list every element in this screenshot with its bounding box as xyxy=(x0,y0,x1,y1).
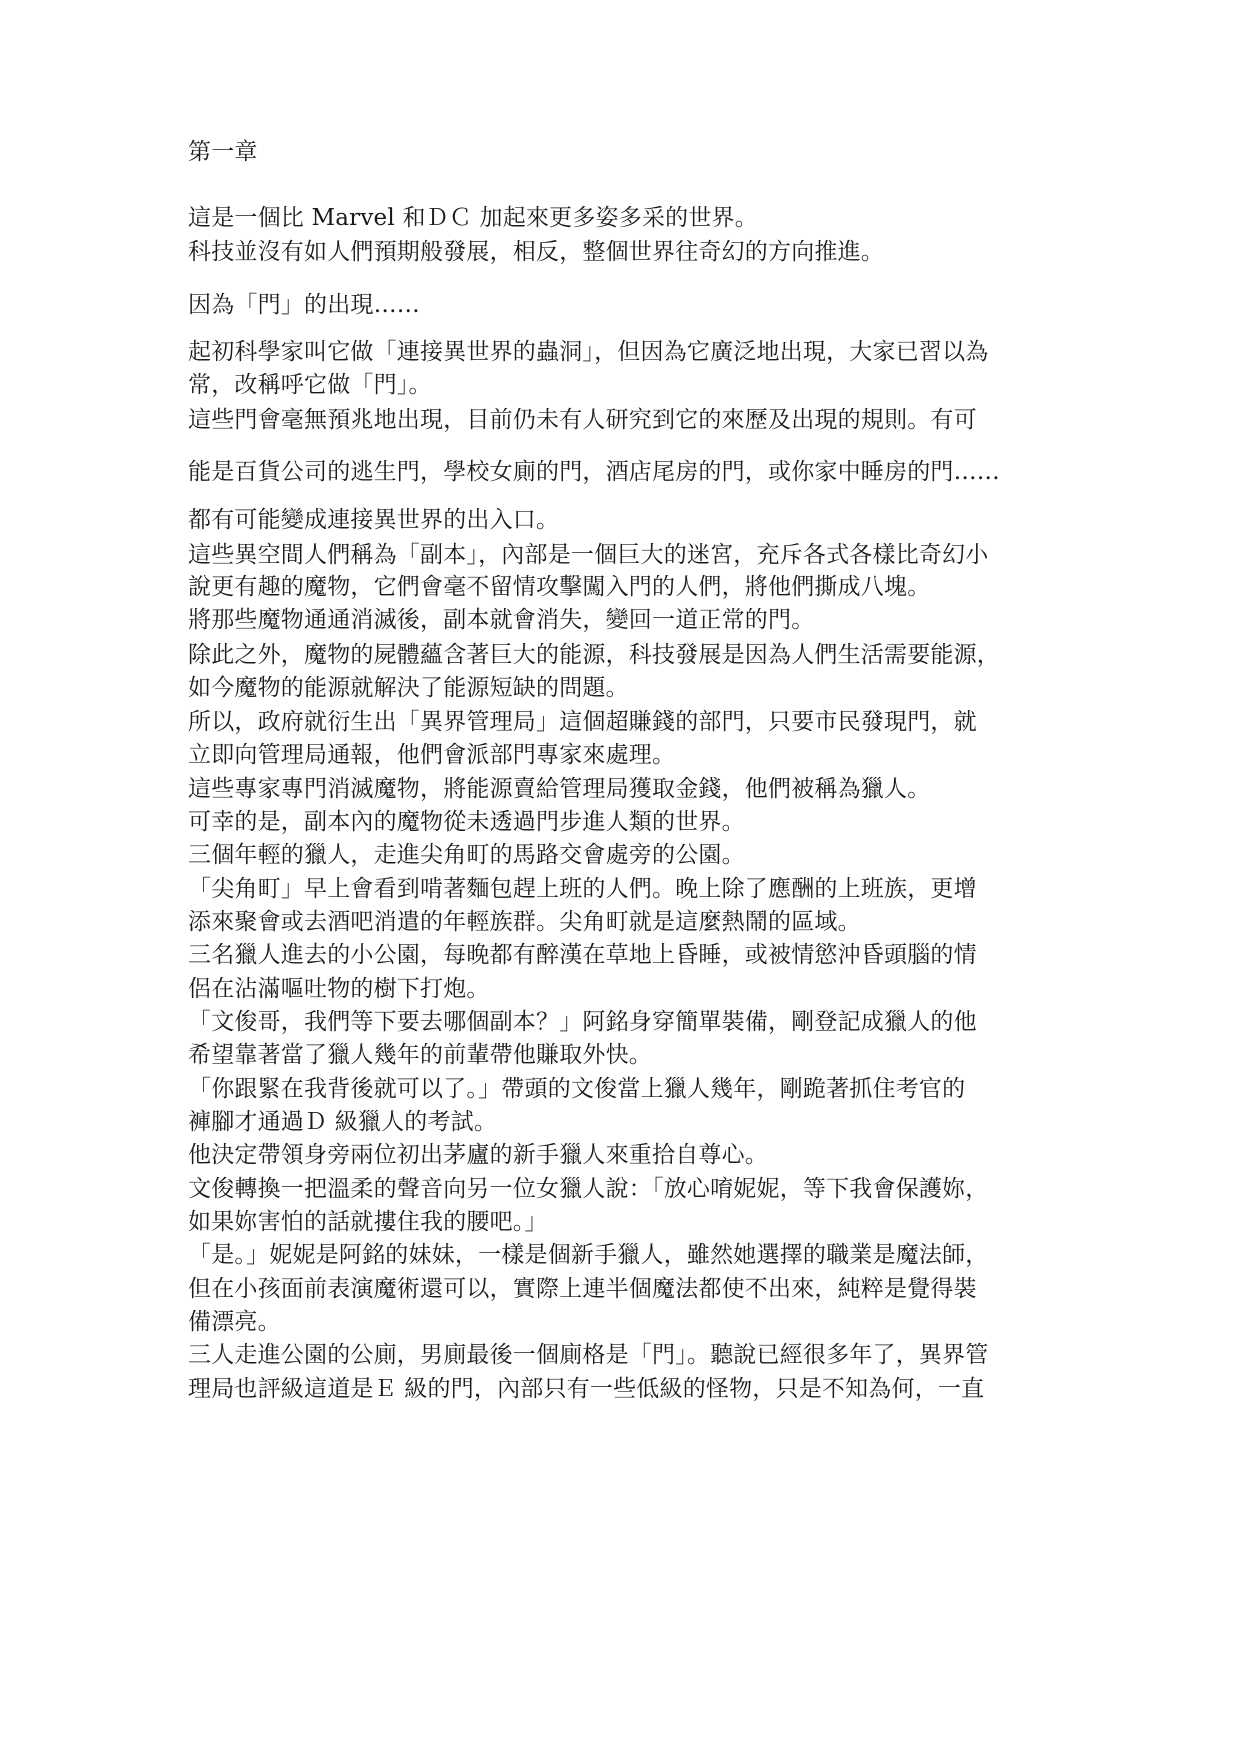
text-line: 添來聚會或去酒吧消遣的年輕族群。尖角町就是這麼熱鬧的區域。 xyxy=(188,909,861,935)
text-line: 「你跟緊在我背後就可以了。」帶頭的文俊當上獵人幾年，剛跪著抓住考官的 xyxy=(188,1076,966,1102)
text-line: 這些異空間人們稱為「副本」，內部是一個巨大的迷宮，充斥各式各樣比奇幻小 xyxy=(188,542,989,568)
text-line: 這些專家專門消滅魔物，將能源賣給管理局獲取金錢，他們被稱為獵人。 xyxy=(188,776,931,802)
text-line: 這些門會毫無預兆地出現，目前仍未有人研究到它的來歷及出現的規則。有可 xyxy=(188,407,977,433)
text-line: 文俊轉換一把溫柔的聲音向另一位女獵人說：「放心唷妮妮，等下我會保護妳， xyxy=(188,1176,989,1202)
text-line: 常，改稱呼它做「門」。 xyxy=(188,372,432,398)
text-line: 他決定帶領身旁兩位初出茅廬的新手獵人來重拾自尊心。 xyxy=(188,1142,768,1168)
text-line: 這是一個比 Marvel 和ＤＣ 加起來更多姿多采的世界。 xyxy=(188,205,758,231)
text-line: 備漂亮。 xyxy=(188,1309,281,1335)
text-line: 立即向管理局通報，他們會派部門專家來處理。 xyxy=(188,742,676,768)
text-line: 如果妳害怕的話就摟住我的腰吧。」 xyxy=(188,1209,548,1235)
text-line: 「文俊哥，我們等下要去哪個副本？」阿銘身穿簡單裝備，剛登記成獵人的他 xyxy=(188,1009,977,1035)
text-line: 能是百貨公司的逃生門，學校女廁的門，酒店尾房的門，或你家中睡房的門…… xyxy=(188,459,1000,485)
text-line: 侶在沾滿嘔吐物的樹下打炮。 xyxy=(188,976,490,1002)
text-line: 如今魔物的能源就解決了能源短缺的問題。 xyxy=(188,675,629,701)
text-line: 三個年輕的獵人，走進尖角町的馬路交會處旁的公園。 xyxy=(188,842,745,868)
text-line: 科技並沒有如人們預期般發展，相反，整個世界往奇幻的方向推進。 xyxy=(188,239,884,265)
text-line: 起初科學家叫它做「連接異世界的蟲洞」，但因為它廣泛地出現，大家已習以為 xyxy=(188,339,989,365)
chapter-title: 第一章 xyxy=(188,139,258,165)
text-line: 將那些魔物通通消滅後，副本就會消失，變回一道正常的門。 xyxy=(188,607,815,633)
text-line: 「尖角町」早上會看到啃著麵包趕上班的人們。晚上除了應酬的上班族，更增 xyxy=(188,876,977,902)
text-line: 理局也評級這道是Ｅ 級的門，內部只有一些低級的怪物，只是不知為何，一直 xyxy=(188,1376,985,1402)
text-line: 三名獵人進去的小公園，每晚都有醉漢在草地上昏睡，或被情慾沖昏頭腦的情 xyxy=(188,942,977,968)
text-line: 都有可能變成連接異世界的出入口。 xyxy=(188,507,560,533)
text-line: 希望靠著當了獵人幾年的前輩帶他賺取外快。 xyxy=(188,1042,652,1068)
text-line: 但在小孩面前表演魔術還可以，實際上連半個魔法都使不出來，純粹是覺得裝 xyxy=(188,1276,977,1302)
text-line: 可幸的是，副本內的魔物從未透過門步進人類的世界。 xyxy=(188,809,745,835)
text-line: 除此之外，魔物的屍體蘊含著巨大的能源，科技發展是因為人們生活需要能源， xyxy=(188,642,1000,668)
text-line: 因為「門」的出現…… xyxy=(188,292,420,318)
text-line: 三人走進公園的公廁，男廁最後一個廁格是「門」。聽說已經很多年了，異界管 xyxy=(188,1342,989,1368)
text-line: 所以，政府就衍生出「異界管理局」這個超賺錢的部門，只要市民發現門，就 xyxy=(188,709,977,735)
text-line: 「是。」妮妮是阿銘的妹妹，一樣是個新手獵人，雖然她選擇的職業是魔法師， xyxy=(188,1242,989,1268)
text-line: 說更有趣的魔物，它們會毫不留情攻擊闖入門的人們，將他們撕成八塊。 xyxy=(188,574,931,600)
text-line: 褲腳才通過Ｄ 級獵人的考試。 xyxy=(188,1109,498,1135)
